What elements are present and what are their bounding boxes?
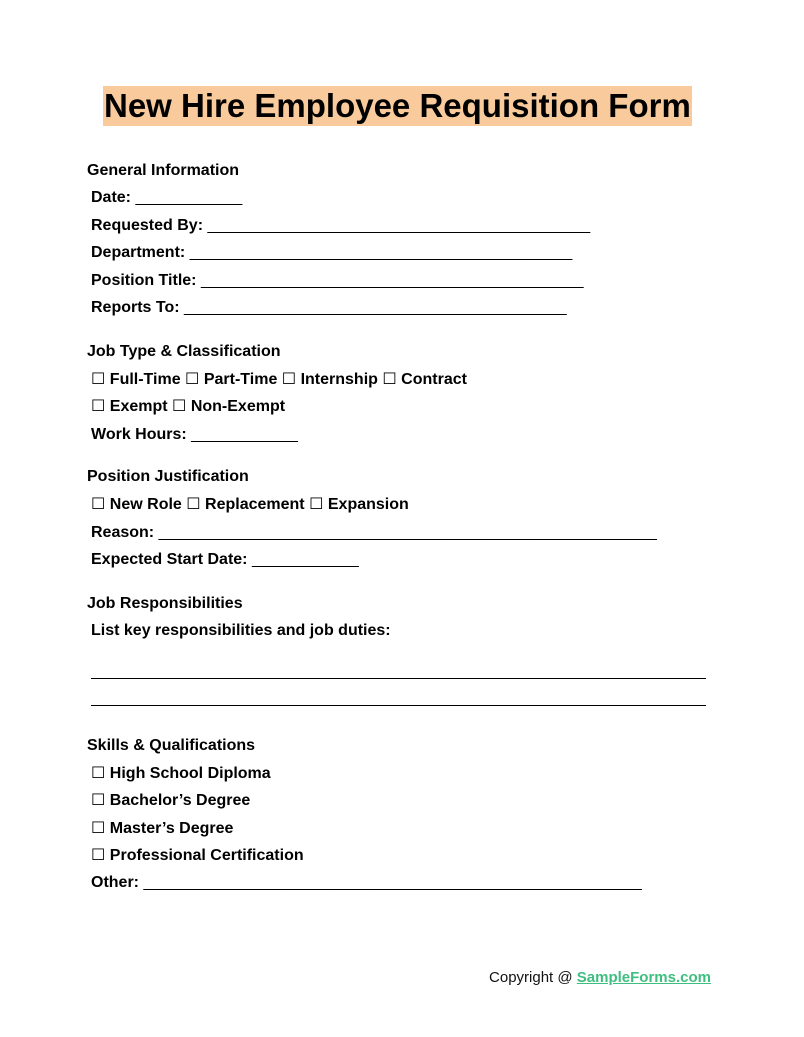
form-title: New Hire Employee Requisition Form [104,87,691,124]
department-label: Department: [91,244,186,261]
reason-label: Reason: [91,524,155,541]
skill-option-masters[interactable]: ☐ Master’s Degree [91,820,234,837]
responsibilities-line-1[interactable] [91,678,706,679]
work-hours-blank[interactable]: ____________ [191,426,298,443]
responsibilities-line-2[interactable] [91,705,706,706]
date-label: Date: [91,189,132,206]
reports-to-field[interactable] [91,298,567,318]
employment-type-options[interactable]: ☐ Full-Time ☐ Part-Time ☐ Internship ☐ Contract [91,371,467,388]
date-field[interactable] [91,188,242,208]
reason-field[interactable] [91,523,657,543]
section-general-heading: General Information [87,162,240,179]
start-date-label: Expected Start Date: [91,551,248,568]
other-field[interactable] [91,873,642,893]
department-blank[interactable]: ___________________________________________ [189,244,573,261]
position-title-field[interactable] [91,271,584,291]
copyright-prefix: Copyright @ [489,969,577,986]
justification-options[interactable]: ☐ New Role ☐ Replacement ☐ Expansion [91,496,409,513]
start-date-blank[interactable]: ____________ [251,551,359,568]
position-title-blank[interactable]: ___________________________________________ [200,272,584,289]
skill-option-certification[interactable]: ☐ Professional Certification [91,847,304,864]
work-hours-label: Work Hours: [91,426,187,443]
section-skills-heading: Skills & Qualifications [87,737,256,754]
requested-by-blank[interactable]: ___________________________________________ [207,217,591,234]
reports-to-blank[interactable]: ___________________________________________ [184,299,567,316]
skill-option-high-school[interactable]: ☐ High School Diploma [91,765,271,782]
reports-to-label: Reports To: [91,299,180,316]
brand-link[interactable]: SampleForms.com [576,969,711,986]
responsibilities-prompt: List key responsibilities and job duties: [91,622,391,639]
other-label: Other: [91,874,139,891]
date-blank[interactable]: ____________ [135,189,243,206]
copyright-footer [489,968,711,988]
section-responsibilities-heading: Job Responsibilities [87,595,243,612]
section-job-type-heading: Job Type & Classification [87,343,281,360]
position-title-label: Position Title: [91,272,197,289]
other-blank[interactable]: ________________________________________________________ [143,874,642,891]
skill-option-bachelors[interactable]: ☐ Bachelor’s Degree [91,792,251,809]
section-justification-heading: Position Justification [87,468,249,485]
reason-blank[interactable]: ________________________________________________________ [158,524,657,541]
exempt-options[interactable]: ☐ Exempt ☐ Non-Exempt [91,398,286,415]
start-date-field[interactable] [91,550,359,570]
requested-by-label: Requested By: [91,217,204,234]
requested-by-field[interactable] [91,216,590,236]
work-hours-field[interactable] [91,425,298,445]
department-field[interactable] [91,243,572,263]
